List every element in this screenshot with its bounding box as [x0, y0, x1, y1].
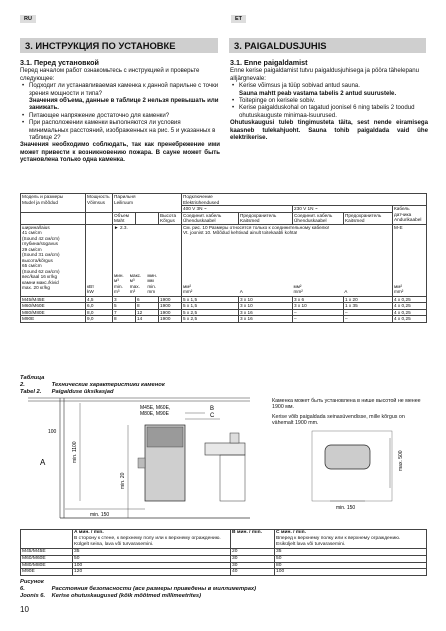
cell-model: M45/M45E — [21, 296, 86, 303]
cell-vmin: 5 — [113, 303, 136, 310]
cell-height: 1900 — [159, 309, 182, 316]
list-item-text: Kerise võimsus ja tüüp sobivad antud sauna. — [239, 82, 360, 90]
table-row — [21, 562, 427, 569]
diagram-label-c: C — [210, 413, 215, 419]
spec-units-power: кВт kW — [86, 224, 113, 296]
cell-c: 80 — [275, 562, 427, 569]
niche-heater-icon — [325, 445, 370, 469]
cell-height: 1900 — [159, 303, 182, 310]
diagram-label-b: B — [210, 406, 215, 412]
dimension-100: 100 — [48, 429, 57, 435]
cell-b: 20 — [231, 548, 275, 555]
cell-height: 1900 — [159, 316, 182, 323]
cell-fuse-230: 1 x 20 — [344, 296, 393, 303]
spec-header-fuse: Предохранитель Kaitsmed — [344, 212, 393, 224]
section-header-et: 3. PAIGALDUSJUHIS — [229, 38, 426, 53]
subsection-title-et: 3.1. Enne paigaldamist — [230, 58, 308, 67]
dimension-min-150-right: min. 150 — [336, 505, 356, 511]
spec-header-volume: Объем Maht — [113, 212, 136, 224]
cell-kw: 9,0 — [86, 316, 113, 323]
dimension-max-500: max. 500 — [398, 450, 404, 471]
sauna-bench-step — [220, 455, 245, 501]
dimension-min-1100: min. 1100 — [72, 441, 78, 463]
spec-header-room: Парильня Leiliruum — [113, 194, 182, 206]
dimension-min-20: min. 20 — [120, 472, 126, 489]
spec-connection-note: См. рис. 10 Размеры относятся только к соединительному кабелю! Vt. joonist 10. Mõõdud kehtivad ainult toitekaabli kohta! мм² mm² A мм² mm² A — [182, 224, 393, 296]
cell-fuse-230: – — [344, 316, 393, 323]
cell-vmax: 14 — [136, 316, 159, 323]
intro-et: Enne kerise paigaldamist tutvu paigaldusjuhisega ja pööra tähelepanu alljärgnevale: — [230, 67, 420, 82]
list-item: • Kerise paigalduskohal on tagatud joonisel 6 ning tabelis 2 toodud ohutuskauguste minimaa-lsuurused. — [239, 104, 428, 119]
cell-model: M90E — [21, 316, 86, 323]
cell-cable-400: 5 x 1,5 — [182, 303, 239, 310]
text-column-et — [230, 59, 428, 141]
language-tag-et: ET — [231, 15, 246, 23]
spec-header-sensor: Кабель датчика Andurikaabel — [393, 206, 427, 225]
cell-vmax: 6 — [136, 296, 159, 303]
cell-fuse-230: 1 x 35 — [344, 303, 393, 310]
cell-vmin: 3 — [113, 296, 136, 303]
spec-header-height: Высота Kõrgus — [159, 212, 182, 224]
list-item: • При расположении каменки выполняются ли условия минимальных расстояний, изображенных на рис. 5 и указанных в таблице 2? — [29, 119, 220, 141]
cell-kw: 8,0 — [86, 309, 113, 316]
distance-header-a: A мин. / min. В сторону к стене, к верхнему полу или к верхнему ограждению. Külgelt seina, lava või turvarasemini. — [73, 530, 231, 549]
cell-b: 30 — [231, 562, 275, 569]
cell-a: 120 — [73, 569, 231, 576]
diagram-models-label: M80E, M90E — [140, 411, 169, 417]
diagram-models-label: M45E, M60E, — [140, 405, 171, 411]
checklist-et — [230, 82, 428, 119]
spec-header-cable: Соединит. кабель Ühenduskaabel — [293, 212, 344, 224]
cell-sensor: 4 x 0,25 — [393, 296, 427, 303]
subsection-title-ru: 3.1. Перед установкой — [20, 58, 99, 67]
table-row — [21, 548, 427, 555]
spec-units-room: ► 2.3. мин. м³ min. m³ макс. м³ max. m³ мин. мм min. mm — [113, 224, 182, 296]
cell-model: M80/M80E — [21, 562, 73, 569]
list-item — [29, 82, 220, 112]
list-item: • Питающее напряжение достаточно для каменки? — [29, 112, 220, 119]
cell-cable-400: 5 x 2,5 — [182, 309, 239, 316]
distance-header-b: B мин. / min. — [231, 530, 275, 549]
cell-fuse-400: 3 x 16 — [239, 316, 293, 323]
cell-model: M80/M80E — [21, 309, 86, 316]
cell-c: 100 — [275, 569, 427, 576]
cell-b: 30 — [231, 555, 275, 562]
heater-stones — [147, 427, 183, 447]
intro-ru: Перед началом работ ознакомьтесь с инструкцией и проверьте следующее: — [20, 67, 200, 82]
text-column-ru — [20, 59, 220, 164]
ceiling — [28, 398, 250, 401]
cell-cable-230: – — [293, 309, 344, 316]
cell-vmin: 8 — [113, 316, 136, 323]
cell-vmax: 12 — [136, 309, 159, 316]
cell-kw: 6,0 — [86, 303, 113, 310]
table-caption: Таблица 2. Технические характеристики каменок Tabel 2. Paigalduse üksikasjad — [20, 375, 165, 395]
list-item: • Toitepinge on kerisele sobiv. — [239, 97, 428, 104]
figure-caption: Рисунок 6. Расстояния безопасности (все размеры приведены в миллиметрах) Joonis 6. Kerise ohutuskaugused (kõik mõõtmed millimeetrites) — [20, 579, 257, 599]
cell-fuse-400: 3 x 16 — [239, 309, 293, 316]
water-bucket-icon — [230, 433, 239, 443]
spec-header-230v: 230 V 1N ~ — [293, 206, 393, 213]
spec-header-400v: 400 V 3N ~ — [182, 206, 293, 213]
cell-c: 50 — [275, 555, 427, 562]
list-item-emphasis: Значения объема, данные в таблице 2 нельзя превышать или занижать. — [29, 97, 219, 112]
cell-sensor: 4 x 0,25 — [393, 303, 427, 310]
spec-header-cable: Соединит. кабель Ühenduskaabel — [182, 212, 239, 224]
cell-c: 35 — [275, 548, 427, 555]
section-header-ru: 3. ИНСТРУКЦИЯ ПО УСТАНОВКЕ — [20, 38, 218, 53]
cell-cable-400: 5 x 1,5 — [182, 296, 239, 303]
cell-model: M45/M45E — [21, 548, 73, 555]
spec-sensor-type: M-E мм² mm² — [393, 224, 427, 296]
cell-height: 1900 — [159, 296, 182, 303]
spec-table — [20, 193, 427, 323]
cell-model: M60/M60E — [21, 303, 86, 310]
cell-cable-230: 3 x 10 — [293, 303, 344, 310]
cell-a: 35 — [73, 548, 231, 555]
cell-cable-230: – — [293, 316, 344, 323]
table-row — [21, 569, 427, 576]
distance-table — [20, 529, 427, 576]
language-tag-ru: RU — [20, 15, 36, 23]
spec-note-power: ► 2.3. — [114, 224, 128, 230]
spec-header-power: Мощность Võimsus — [86, 194, 113, 213]
cell-fuse-400: 3 x 10 — [239, 296, 293, 303]
spec-header-connection: Подключение Elektriühendused — [182, 194, 427, 206]
cell-vmin: 7 — [113, 309, 136, 316]
cell-fuse-400: 3 x 10 — [239, 303, 293, 310]
cell-cable-400: 5 x 2,5 — [182, 316, 239, 323]
wall — [60, 398, 64, 518]
cell-sensor: 4 x 0,25 — [393, 316, 427, 323]
cell-kw: 4,5 — [86, 296, 113, 303]
table-row — [21, 555, 427, 562]
cell-vmax: 8 — [136, 303, 159, 310]
spec-header-model: Модель и размеры Mudel ja mõõdud — [21, 194, 86, 213]
niche-note: Каменка может быть установлена в нише высотой не менее 1900 мм. Kerise võib paigaldada seinasüvendisse, mille kõrgus on vähemalt 1900 mm. — [272, 398, 421, 427]
cell-b: 40 — [231, 569, 275, 576]
warning-et: Ohutuskaugusi tuleb tingimusteta täita, sest nende eiramisega kaasneb tulekahjuoht. Sauna tohib paigaldada vaid ühe elektrikerise. — [230, 119, 428, 142]
checklist-ru — [20, 82, 220, 141]
list-item — [239, 82, 428, 97]
cell-model: M90E — [21, 569, 73, 576]
cell-a: 50 — [73, 555, 231, 562]
list-item-text: Подходит ли устанавливаемая каменка к данной парильне с точки зрения мощности и типа? — [29, 82, 219, 97]
cell-a: 100 — [73, 562, 231, 569]
cell-sensor: 4 x 0,25 — [393, 309, 427, 316]
spec-dims: ширина/laius 41 см/cm (Sound 42 см/cm) глубина/sügavus 29 см/cm (Sound 31 см/cm) высота/kõrgus 65 см/cm (Sound 62 см/cm) вес/kaal 16 кг/kg камни макс./kivid max. 20 кг/kg — [21, 224, 86, 296]
cell-cable-230: 3 x 6 — [293, 296, 344, 303]
table-row — [21, 316, 427, 323]
page-number: 10 — [20, 605, 29, 614]
heater-control — [138, 458, 145, 468]
spec-header-fuse: Предохранитель Kaitsmed — [239, 212, 293, 224]
cell-model: M60/M60E — [21, 555, 73, 562]
dimension-min-150: min. 150 — [90, 512, 110, 518]
diagram-label-a: A — [40, 458, 46, 467]
cell-fuse-230: – — [344, 309, 393, 316]
distance-header-c: C мин. / min. Вперед к верхнему полку или к верхнему ограждению. Esiküljelt lava või turvarasemini. — [275, 530, 427, 549]
warning-ru: Значения необходимо соблюдать, так как пренебрежение ими может привести к возникновению пожара. В сауне может быть установлена только одна каменка. — [20, 141, 220, 164]
list-item-emphasis: Sauna mahtt peab vastama tabelis 2 antud suurustele. — [239, 89, 397, 97]
sauna-bench — [205, 443, 245, 455]
